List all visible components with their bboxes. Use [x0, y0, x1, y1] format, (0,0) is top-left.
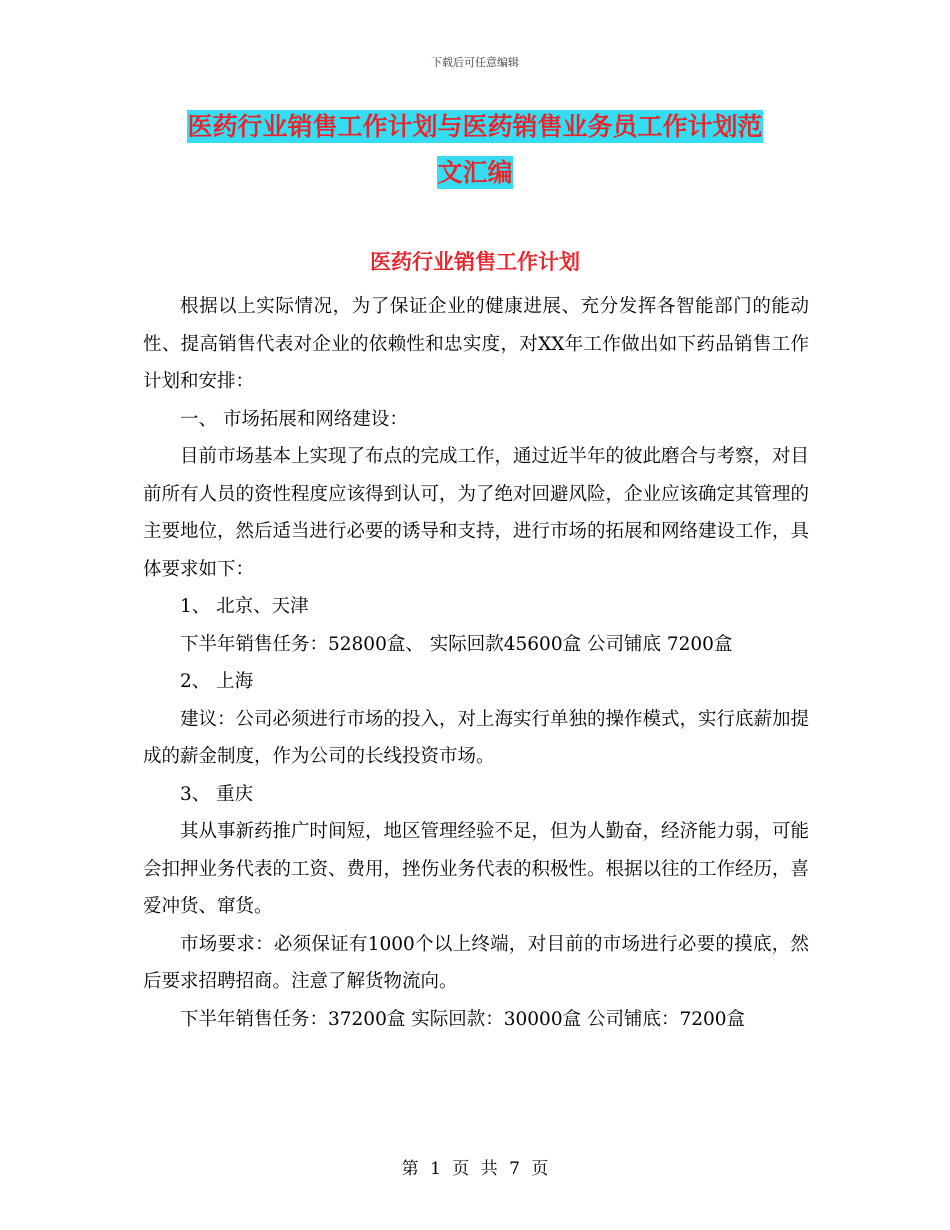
title-line-2: 文汇编: [437, 158, 513, 187]
download-note: 下载后可任意编辑: [431, 56, 519, 69]
section-title: 医药行业销售工作计划: [370, 249, 580, 274]
paragraph: 根据以上实际情况，为了保证企业的健康进展、充分发挥各智能部门的能动性、提高销售代表对企业的依赖性和忠实度，对XX年工作做出如下药品销售工作计划和安排：: [143, 296, 809, 392]
paragraph: 市场要求：必须保证有1000个以上终端，对目前的市场进行必要的摸底，然后要求招聘招商。注意了解货物流向。: [143, 933, 809, 992]
paragraph: 1、 北京、天津: [180, 596, 309, 617]
paragraph: 3、 重庆: [180, 783, 254, 805]
paragraph: 建议：公司必须进行市场的投入，对上海实行单独的操作模式，实行底薪加提成的薪金制度，作为公司的长线投资市场。: [143, 708, 810, 767]
paragraph: 下半年销售任务：37200盒 实际回款：30000盒 公司铺底：7200盒: [180, 1008, 746, 1030]
paragraph: 一、 市场拓展和网络建设：: [180, 408, 408, 430]
paragraph: 其从事新药推广时间短，地区管理经验不足，但为人勤奋，经济能力弱，可能会扣押业务代表的工资、费用，挫伤业务代表的积极性。根据以往的工作经历，喜爱冲货、窜货。: [143, 821, 810, 917]
title-line-1: 医药行业销售工作计划与医药销售业务员工作计划范: [187, 112, 763, 141]
document-title: [140, 104, 810, 196]
document-body: [143, 288, 809, 1038]
paragraph: 2、 上海: [180, 671, 254, 692]
paragraph: 目前市场基本上实现了布点的完成工作，通过近半年的彼此磨合与考察，对目前所有人员的资性程度应该得到认可，为了绝对回避风险，企业应该确定其管理的主要地位，然后适当进行必要的诱导和支持，进行市场的拓展和网络建设工作，具体要求如下：: [143, 446, 810, 580]
page-number: 第 1 页 共 7 页: [401, 1159, 549, 1179]
paragraph: 下半年销售任务：52800盒、 实际回款45600盒 公司铺底 7200盒: [180, 633, 733, 655]
